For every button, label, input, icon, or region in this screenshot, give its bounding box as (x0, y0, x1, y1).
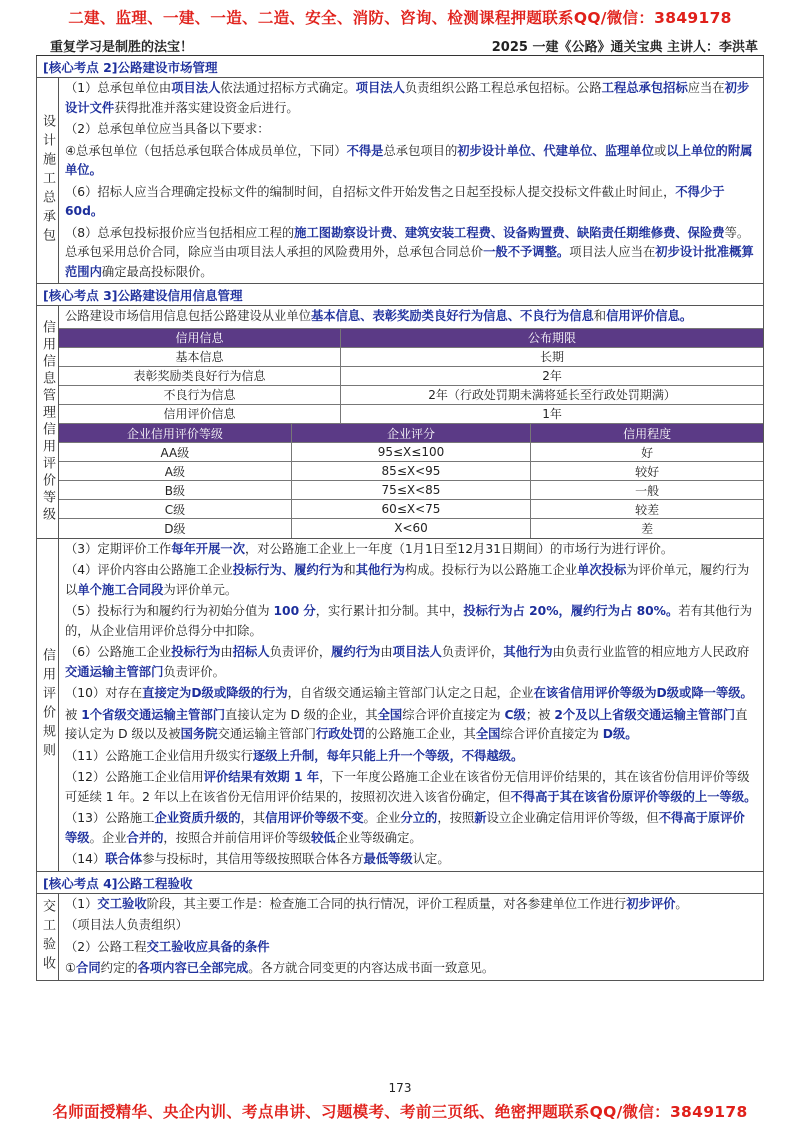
table-row: A级 85≤X<95 较好 (59, 462, 763, 481)
table-row: C级 60≤X<75 较差 (59, 500, 763, 519)
s3-rule-3: （3）定期评价工作每年开展一次，对公路施工企业上一年度（1月1日至12月31日期间）的市场行为进行评价。 (65, 541, 674, 556)
table2-header-degree: 信用程度 (531, 424, 763, 443)
page-header (36, 34, 764, 56)
table1-header-info: 信用信息 (59, 328, 341, 347)
table-row: 表彰奖励类良好行为信息 2年 (59, 366, 763, 385)
s3-rule-10b: 被 1个省级交通运输主管部门直接认定为 D 级的企业，其全国综合评价直接定为 C级；被 2个及以上省级交通运输主管部门直接认定为 D 级以及被国务院交通运输主管部门行政处罚的公路施工企业，其全国综合评价直接定为 D级。 (65, 707, 748, 741)
s2-para-2: （2）总承包单位应当具备以下要求： (65, 122, 270, 136)
s2-para-1: （1）总承包单位由项目法人依法通过招标方式确定。项目法人负责组织公路工程总承包招标。公路工程总承包招标应当在初步设计文件获得批准并落实建设资金后进行。 (65, 81, 750, 115)
header-motto: 重复学习是制胜的法宝！ (50, 40, 194, 55)
section-4-box (36, 893, 764, 981)
credit-info-table (59, 328, 763, 424)
s3-rule-14: （14）联合体参与投标时，其信用等级按照联合体各方最低等级认定。 (65, 852, 450, 866)
section-4-side-label: 交工验收 (37, 894, 59, 980)
s2-para-3: ④总承包单位（包括总承包联合体成员单位，下同）不得是总承包项目的初步设计单位、代建单位、监理单位或以上单位的附属单位。 (65, 143, 753, 177)
section-title-2: [核心考点 2]公路建设市场管理 (36, 56, 764, 77)
s3-rule-6: （6）公路施工企业投标行为由招标人负责评价，履约行为由项目法人负责评价，其他行为由负责行业监管的相应地方人民政府交通运输主管部门负责评价。 (65, 645, 750, 679)
s3-rule-12: （12）公路施工企业信用评价结果有效期 1 年，下一年度公路施工企业在该省份无信用评价结果的，其在该省份信用评价等级可延续 1 年。2 年以上在该省份无信用评价结果的，按照初次进入该省份确定，但不得高于其在该省份原评价等级的上一等级。 (65, 770, 757, 804)
page-number: 173 (388, 1081, 412, 1095)
table-row: 基本信息 长期 (59, 347, 763, 366)
s3-rule-11: （11）公路施工企业信用升级实行逐级上升制，每年只能上升一个等级，不得越级。 (65, 748, 524, 763)
section-2-box (36, 77, 764, 284)
section-title-4: [核心考点 4]公路工程验收 (36, 872, 764, 893)
table1-header-period: 公布期限 (341, 328, 763, 347)
header-course-title: 2025 一建《公路》通关宝典 主讲人：李洪革 (491, 40, 758, 55)
table-row: D级 X<60 差 (59, 519, 763, 538)
s3-rule-10: （10）对存在直接定为D级或降级的行为，自省级交通运输主管部门认定之日起，企业在该省信用评价等级为D级或降一等级。 (65, 686, 753, 700)
section-title-3: [核心考点 3]公路建设信用信息管理 (36, 284, 764, 305)
s2-para-5: （8）总承包投标报价应当包括相应工程的施工图勘察设计费、建筑安装工程费、设备购置费、缺陷责任期维修费、保险费等。总承包采用总价合同，除应当由项目法人承担的风险费用外，总承包合同总价一般不予调整。项目法人应当在初步设计批准概算范围内确定最高投标限价。 (65, 225, 754, 279)
s4-para-2: （项目法人负责组织） (65, 918, 188, 932)
section-3-side-label-1: 信用信息管理信用评价等级 (37, 306, 59, 538)
s3-intro: 公路建设市场信用信息包括公路建设从业单位基本信息、表彰奖励类良好行为信息、不良行为信息和信用评价信息。 (65, 309, 693, 323)
s4-para-3: （2）公路工程交工验收应具备的条件 (65, 939, 270, 954)
table-row: 不良行为信息 2年（行政处罚期未满将延长至行政处罚期满） (59, 385, 763, 404)
table2-header-grade: 企业信用评价等级 (59, 424, 291, 443)
s3-rule-4: （4）评价内容由公路施工企业投标行为、履约行为和其他行为构成。投标行为以公路施工企业单次投标为评价单元，履约行为以单个施工合同段为评价单元。 (65, 563, 750, 597)
section-2-side-label: 设计施工总承包 (37, 78, 59, 283)
s4-para-1: （1）交工验收阶段，其主要工作是：检查施工合同的执行情况，评价工程质量，对各参建单位工作进行初步评价。 (65, 896, 688, 911)
s4-para-4: ①合同约定的各项内容已全部完成。各方就合同变更的内容达成书面一致意见。 (65, 961, 495, 975)
table-row: 信用评价信息 1年 (59, 404, 763, 423)
section-3-box-rules (36, 539, 764, 872)
credit-grade-table (59, 423, 763, 538)
page-content (36, 56, 764, 981)
table2-header-score: 企业评分 (291, 424, 530, 443)
table-row: B级 75≤X<85 一般 (59, 481, 763, 500)
table-row: AA级 95≤X≤100 好 (59, 443, 763, 462)
top-banner: 二建、监理、一建、一造、二造、安全、消防、咨询、检测课程押题联系QQ/微信：3849178 (68, 9, 732, 27)
section-3-box-tables (36, 305, 764, 539)
s3-rule-13: （13）公路施工企业资质升级的，其信用评价等级不变。企业分立的，按照新设立企业确定信用评价等级，但不得高于原评价等级。企业合并的，按照合并前信用评价等级较低企业等级确定。 (65, 811, 745, 845)
section-3-side-label-2: 信用评价规则 (37, 539, 59, 871)
s2-para-4: （6）招标人应当合理确定投标文件的编制时间，自招标文件开始发售之日起至投标人提交投标文件截止时间止，不得少于 60d。 (65, 184, 725, 218)
s3-rule-5: （5）投标行为和履约行为初始分值为 100 分，实行累计扣分制。其中，投标行为占 20%，履约行为占 80%。若有其他行为的，从企业信用评价总得分中扣除。 (65, 604, 753, 638)
bottom-banner: 名师面授精华、央企内训、考点串讲、习题模考、考前三页纸、绝密押题联系QQ/微信：3849178 (52, 1103, 748, 1121)
